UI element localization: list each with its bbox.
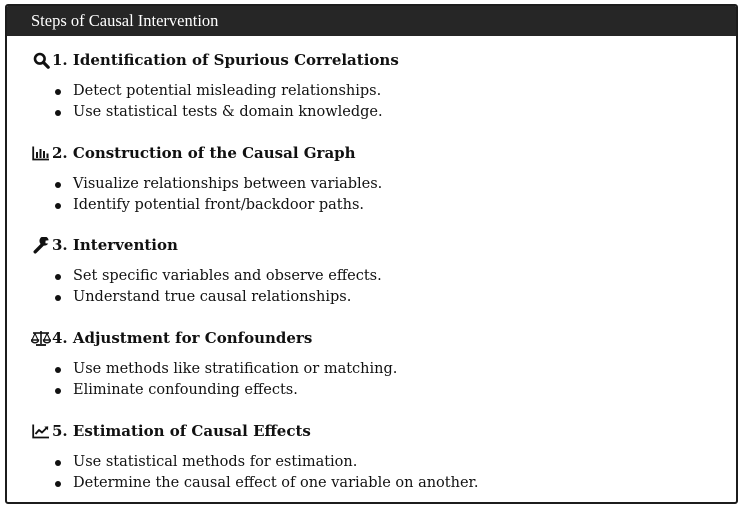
list-item: Detect potential misleading relationships. bbox=[31, 81, 721, 102]
step-2 bbox=[31, 141, 721, 216]
causal-intervention-panel bbox=[5, 4, 738, 504]
step-3-heading bbox=[31, 233, 721, 257]
list-item: Use methods like stratification or matching. bbox=[31, 359, 721, 380]
step-5-heading bbox=[31, 419, 721, 443]
line-chart-icon bbox=[31, 421, 51, 441]
wrench-icon bbox=[31, 235, 51, 255]
step-1-heading bbox=[31, 48, 721, 72]
step-1 bbox=[31, 48, 721, 123]
panel-title: Steps of Causal Intervention bbox=[7, 6, 736, 36]
step-4 bbox=[31, 326, 721, 401]
list-item: Visualize relationships between variables. bbox=[31, 174, 721, 195]
step-5-title: 5. Estimation of Causal Effects bbox=[52, 422, 311, 440]
list-item: Determine the causal effect of one variable on another. bbox=[31, 473, 721, 494]
step-3-title: 3. Intervention bbox=[52, 236, 178, 254]
step-1-title: 1. Identification of Spurious Correlations bbox=[52, 51, 399, 69]
step-4-title: 4. Adjustment for Confounders bbox=[52, 329, 313, 347]
step-2-bullets bbox=[31, 174, 721, 216]
step-5 bbox=[31, 419, 721, 494]
magnifying-glass-icon bbox=[31, 50, 51, 70]
list-item: Identify potential front/backdoor paths. bbox=[31, 195, 721, 216]
list-item: Understand true causal relationships. bbox=[31, 287, 721, 308]
balance-scale-icon bbox=[31, 328, 51, 348]
list-item: Use statistical methods for estimation. bbox=[31, 452, 721, 473]
step-5-bullets bbox=[31, 452, 721, 494]
step-2-title: 2. Construction of the Causal Graph bbox=[52, 144, 356, 162]
step-4-bullets bbox=[31, 359, 721, 401]
list-item: Use statistical tests & domain knowledge. bbox=[31, 102, 721, 123]
bar-chart-icon bbox=[31, 143, 51, 163]
step-2-heading bbox=[31, 141, 721, 165]
step-1-bullets bbox=[31, 81, 721, 123]
step-3-bullets bbox=[31, 266, 721, 308]
step-4-heading bbox=[31, 326, 721, 350]
step-3 bbox=[31, 233, 721, 308]
list-item: Eliminate confounding effects. bbox=[31, 380, 721, 401]
list-item: Set specific variables and observe effects. bbox=[31, 266, 721, 287]
